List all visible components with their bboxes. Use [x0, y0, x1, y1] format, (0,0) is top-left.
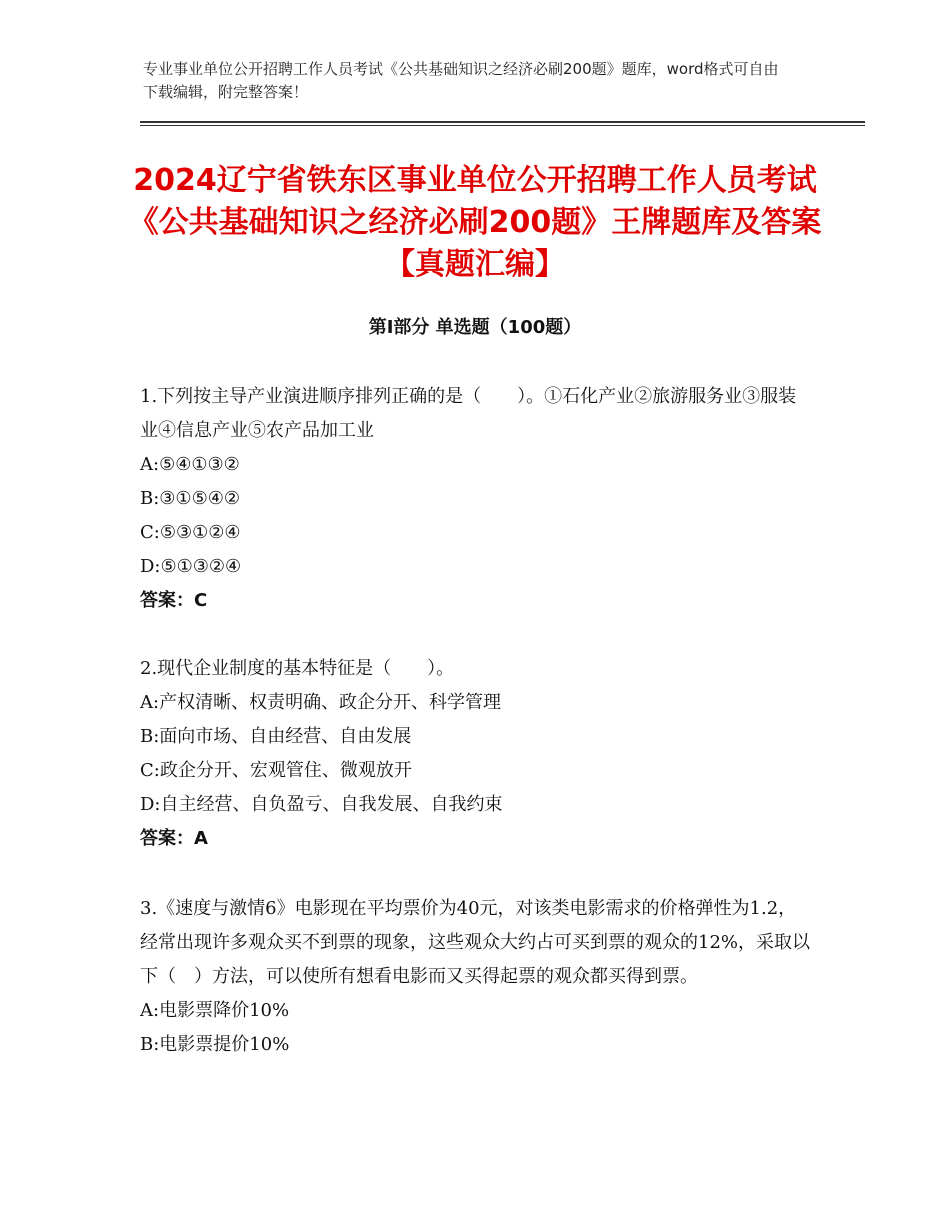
option-c: C:政企分开、宏观管住、微观放开	[140, 760, 412, 781]
option-a: A:产权清晰、权责明确、政企分开、科学管理	[140, 692, 502, 713]
header-divider-thin	[140, 125, 865, 126]
answer: 答案：C	[140, 590, 208, 611]
answer: 答案：A	[140, 828, 208, 849]
question-stem: 3.《速度与激情6》电影现在平均票价为40元，对该类电影需求的价格弹性为1.2，经常出现许多观众买不到票的现象，这些观众大约占可买到票的观众的12%，采取以下（ ）方法，可以使所有想看电影而又买得起票的观众都买得到票。	[140, 898, 811, 987]
option-a: A:电影票降价10%	[140, 1000, 290, 1021]
header-divider	[140, 121, 865, 123]
section-title: 第Ⅰ部分 单选题（100题）	[368, 317, 582, 338]
question-stem: 1.下列按主导产业演进顺序排列正确的是（ ）。①石化产业②旅游服务业③服装业④信息产业⑤农产品加工业	[140, 386, 797, 441]
document-title: 2024辽宁省铁东区事业单位公开招聘工作人员考试《公共基础知识之经济必刷200题》王牌题库及答案【真题汇编】	[128, 163, 822, 282]
header-note: 专业事业单位公开招聘工作人员考试《公共基础知识之经济必刷200题》题库，word格式可自由下载编辑，附完整答案！	[143, 60, 779, 101]
question-2	[140, 652, 810, 856]
option-a: A:⑤④①③②	[140, 454, 240, 475]
question-3	[140, 892, 810, 1062]
option-c: C:⑤③①②④	[140, 522, 241, 543]
option-b: B:电影票提价10%	[140, 1034, 290, 1055]
option-d: D:⑤①③②④	[140, 556, 242, 577]
option-b: B:③①⑤④②	[140, 488, 240, 509]
option-d: D:自主经营、自负盈亏、自我发展、自我约束	[140, 794, 503, 815]
question-stem: 2.现代企业制度的基本特征是（ ）。	[140, 658, 455, 679]
option-b: B:面向市场、自由经营、自由发展	[140, 726, 412, 747]
question-1	[140, 380, 810, 618]
